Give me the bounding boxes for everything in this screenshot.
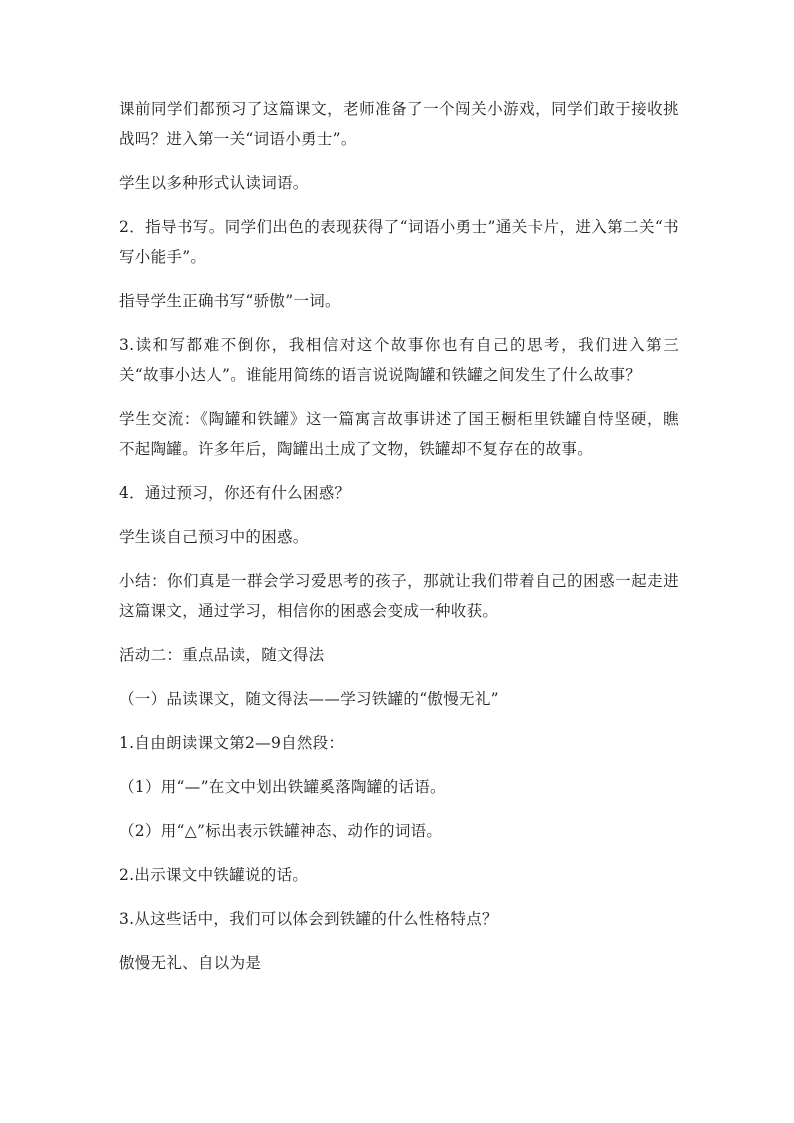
paragraph: （2）用“△”标出表示铁罐神态、动作的词语。	[119, 822, 443, 840]
section-heading: 活动二：重点品读，随文得法	[119, 646, 325, 664]
paragraph: （1）用“—”在文中划出铁罐奚落陶罐的话语。	[119, 778, 446, 796]
subsection-heading: （一）品读课文，随文得法——学习铁罐的“傲慢无礼”	[119, 690, 499, 708]
paragraph: 1.自由朗读课文第2—9自然段：	[119, 734, 345, 752]
paragraph: 傲慢无礼、自以为是	[119, 954, 262, 972]
paragraph: 指导学生正确书写“骄傲”一词。	[119, 292, 341, 310]
paragraph: 2．指导书写。同学们出色的表现获得了“词语小勇士”通关卡片，进入第二关“书写小能手”。	[119, 218, 679, 266]
paragraph: 学生以多种形式认读词语。	[119, 174, 309, 192]
paragraph: 学生谈自己预习中的困惑。	[119, 528, 309, 546]
paragraph: 4．通过预习，你还有什么困惑？	[119, 484, 351, 502]
paragraph: 2.出示课文中铁罐说的话。	[119, 866, 309, 884]
paragraph: 小结：你们真是一群会学习爱思考的孩子，那就让我们带着自己的困惑一起走进这篇课文，通过学习，相信你的困惑会变成一种收获。	[119, 572, 679, 620]
paragraph: 3.读和写都难不倒你，我相信对这个故事你也有自己的思考，我们进入第三关“故事小达人”。谁能用简练的语言说说陶罐和铁罐之间发生了什么故事？	[119, 336, 679, 384]
paragraph: 学生交流：《陶罐和铁罐》这一篇寓言故事讲述了国王橱柜里铁罐自恃坚硬，瞧不起陶罐。许多年后，陶罐出土成了文物，铁罐却不复存在的故事。	[119, 410, 679, 458]
document-body	[119, 94, 679, 992]
paragraph: 3.从这些话中，我们可以体会到铁罐的什么性格特点？	[119, 910, 498, 928]
paragraph: 课前同学们都预习了这篇课文，老师准备了一个闯关小游戏，同学们敢于接收挑战吗？进入第一关“词语小勇士”。	[119, 100, 679, 148]
